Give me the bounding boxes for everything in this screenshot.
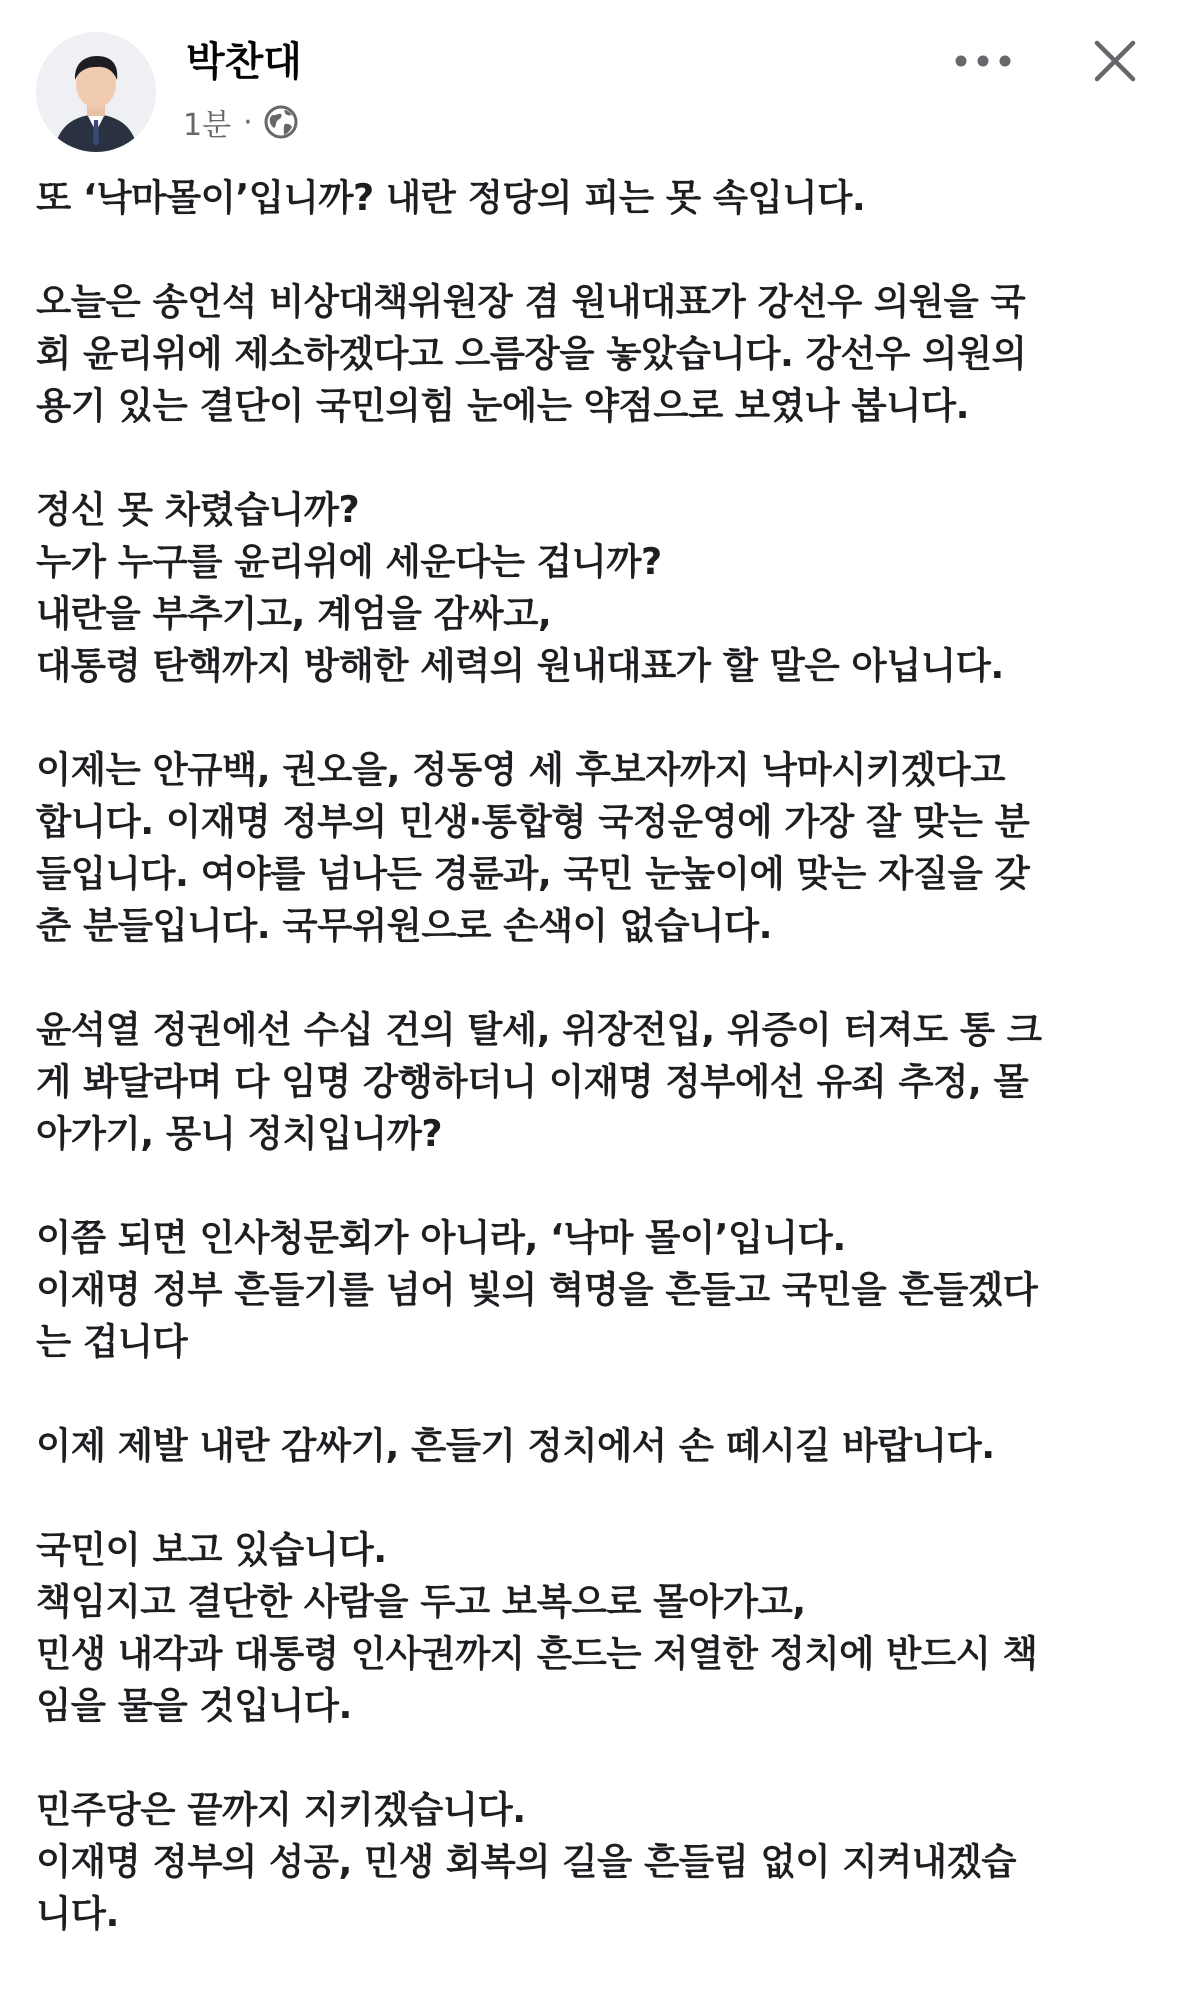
text-line: 이재명 정부 흔들기를 넘어 빛의 혁명을 흔들고 국민을 흔들겠다 [36, 1268, 1038, 1311]
more-horizontal-icon [953, 53, 1013, 69]
post-meta [183, 96, 299, 148]
text-line: 국민이 보고 있습니다. [36, 1528, 387, 1571]
paragraph-gap [36, 1368, 1156, 1420]
post-header [0, 0, 1179, 160]
paragraph-gap [36, 432, 1156, 484]
text-line: 춘 분들입니다. 국무위원으로 손색이 없습니다. [36, 904, 772, 947]
close-icon [1093, 39, 1137, 83]
avatar[interactable] [36, 32, 156, 152]
more-options-button[interactable] [948, 36, 1018, 86]
author-name[interactable]: 박찬대 [186, 39, 302, 85]
text-line: 들입니다. 여야를 넘나든 경륜과, 국민 눈높이에 맞는 자질을 갖 [36, 852, 1030, 895]
text-line: 이쯤 되면 인사청문회가 아니라, ‘낙마 몰이’입니다. [36, 1216, 846, 1259]
text-line: 누가 누구를 윤리위에 세운다는 겁니까? [36, 540, 662, 583]
text-line: 또 ‘낙마몰이’입니까? 내란 정당의 피는 못 속입니다. [36, 176, 866, 219]
text-line: 이재명 정부의 성공, 민생 회복의 길을 흔들림 없이 지켜내겠습 [36, 1840, 1016, 1883]
text-line: 정신 못 차렸습니까? [36, 488, 360, 531]
paragraph-gap [36, 1732, 1156, 1784]
paragraph-7 [36, 1420, 1156, 1472]
text-line: 이제는 안규백, 권오을, 정동영 세 후보자까지 낙마시키겠다고 [36, 748, 1005, 791]
text-line: 합니다. 이재명 정부의 민생·통합형 국정운영에 가장 잘 맞는 분 [36, 800, 1030, 843]
text-line: 아가기, 몽니 정치입니까? [36, 1112, 443, 1155]
text-line: 윤석열 정권에선 수십 건의 탈세, 위장전입, 위증이 터져도 통 크 [36, 1008, 1042, 1051]
text-line: 민주당은 끝까지 지키겠습니다. [36, 1788, 526, 1831]
paragraph-5 [36, 1004, 1156, 1160]
post-time[interactable]: 1분 [183, 108, 232, 143]
paragraph-gap [36, 1472, 1156, 1524]
close-button[interactable] [1084, 30, 1146, 92]
meta-separator: · [243, 104, 253, 140]
paragraph-3 [36, 484, 1156, 692]
globe-icon[interactable] [263, 104, 299, 140]
paragraph-2 [36, 276, 1156, 432]
paragraph-1 [36, 172, 1156, 224]
paragraph-8 [36, 1524, 1156, 1732]
text-line: 용기 있는 결단이 국민의힘 눈에는 약점으로 보였나 봅니다. [36, 384, 970, 427]
paragraph-gap [36, 1160, 1156, 1212]
avatar-image [36, 32, 156, 152]
text-line: 책임지고 결단한 사람을 두고 보복으로 몰아가고, [36, 1580, 806, 1623]
text-line: 대통령 탄핵까지 방해한 세력의 원내대표가 할 말은 아닙니다. [36, 644, 1004, 687]
text-line: 오늘은 송언석 비상대책위원장 겸 원내대표가 강선우 의원을 국 [36, 280, 1026, 323]
text-line: 민생 내각과 대통령 인사권까지 흔드는 저열한 정치에 반드시 책 [36, 1632, 1038, 1675]
paragraph-4 [36, 744, 1156, 952]
paragraph-gap [36, 952, 1156, 1004]
paragraph-gap [36, 692, 1156, 744]
text-line: 니다. [36, 1892, 119, 1935]
paragraph-9 [36, 1784, 1156, 1940]
paragraph-6 [36, 1212, 1156, 1368]
paragraph-gap [36, 224, 1156, 276]
text-line: 회 윤리위에 제소하겠다고 으름장을 놓았습니다. 강선우 의원의 [36, 332, 1027, 375]
text-line: 는 겁니다 [36, 1320, 188, 1363]
text-line: 게 봐달라며 다 임명 강행하더니 이재명 정부에선 유죄 추정, 몰 [36, 1060, 1029, 1103]
text-line: 이제 제발 내란 감싸기, 흔들기 정치에서 손 떼시길 바랍니다. [36, 1424, 995, 1467]
text-line: 임을 물을 것입니다. [36, 1684, 352, 1727]
post-text [36, 172, 1156, 1940]
text-line: 내란을 부추기고, 계엄을 감싸고, [36, 592, 552, 635]
